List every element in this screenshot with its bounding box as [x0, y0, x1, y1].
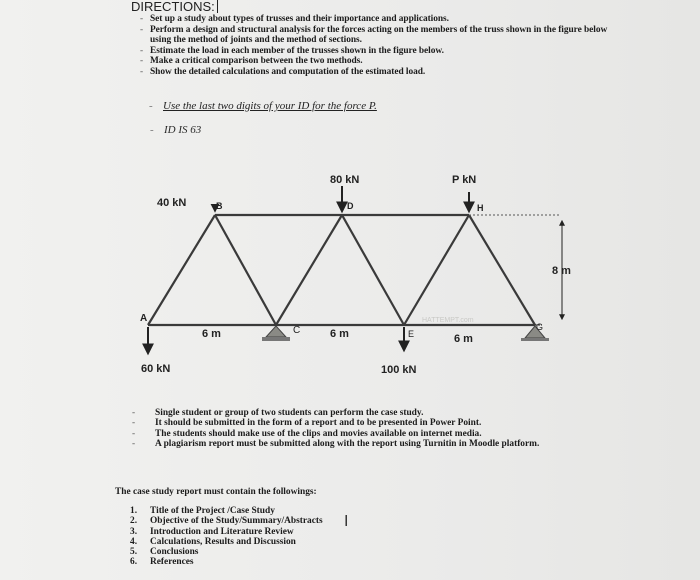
node-label-h: H — [477, 203, 484, 213]
notes-list — [155, 408, 605, 450]
report-item: 2. Objective of the Study/Summary/Abstracts — [130, 516, 323, 527]
pin-support-c — [262, 326, 290, 341]
watermark: HATTEMPT.com — [422, 317, 474, 324]
direction-item: - Set up a study about types of trusses and their importance and applications. — [150, 14, 630, 25]
member-eh — [404, 215, 469, 325]
report-item: 1. Title of the Project /Case Study — [130, 506, 275, 516]
span-label-1: 6 m — [202, 328, 221, 340]
node-label-g: G — [536, 322, 544, 332]
load-label-e: 100 kN — [381, 364, 417, 376]
note-item: - A plagiarism report must be submitted along with the report using Turnitin in Moodle platform. — [155, 439, 605, 449]
directions-title: DIRECTIONS: — [131, 0, 218, 14]
report-item: 5. Conclusions — [130, 547, 199, 558]
note-item: - The students should make use of the clips and movies available on internet media. — [155, 429, 605, 439]
member-ab — [148, 215, 215, 325]
direction-item: - Show the detailed calculations and computation of the estimated load. — [150, 67, 630, 78]
load-label-h: P kN — [452, 174, 477, 186]
node-label-b: B — [216, 201, 223, 211]
report-contents-list — [130, 506, 323, 568]
load-label-a: 60 kN — [141, 363, 171, 375]
note-item: - Single student or group of two students can perform the case study. — [155, 408, 605, 418]
truss-figure — [130, 165, 600, 385]
span-label-3: 6 m — [454, 333, 473, 345]
node-label-c: C — [293, 325, 301, 336]
span-label-2: 6 m — [330, 328, 349, 340]
node-label-e: E — [408, 329, 415, 339]
report-item: 6. References — [130, 557, 194, 568]
id-instruction: - Use the last two digits of your ID for the force P. — [163, 100, 377, 112]
direction-item: - Estimate the load in each member of the trusses shown in the figure below. — [150, 46, 630, 57]
member-bc — [215, 215, 276, 325]
load-label-b: 40 kN — [157, 197, 187, 209]
report-heading: The case study report must contain the followings: — [115, 487, 317, 497]
text-caret — [217, 0, 218, 13]
truss-members — [148, 215, 535, 325]
note-item: - It should be submitted in the form of a report and to be presented in Power Point. — [155, 418, 605, 428]
direction-item: - Make a critical comparison between the two methods. — [150, 56, 630, 67]
pin-support-g — [521, 326, 549, 341]
member-hg — [469, 215, 535, 325]
id-value: - ID IS 63 — [164, 124, 201, 136]
direction-item: - Perform a design and structural analysis for the forces acting on the members of the truss shown in the figure below using the method of joints and the method of sections. — [150, 25, 630, 46]
load-label-d: 80 kN — [330, 174, 360, 186]
report-item: 4. Calculations, Results and Discussion — [130, 536, 296, 547]
report-item: 3. Introduction and Literature Review — [130, 526, 294, 537]
directions-list — [150, 14, 630, 78]
node-label-a: A — [140, 313, 148, 324]
node-label-d: D — [347, 201, 354, 211]
member-de — [342, 215, 404, 325]
height-label: 8 m — [552, 265, 571, 277]
member-cd — [276, 215, 342, 325]
text-cursor-icon: I — [344, 513, 349, 530]
